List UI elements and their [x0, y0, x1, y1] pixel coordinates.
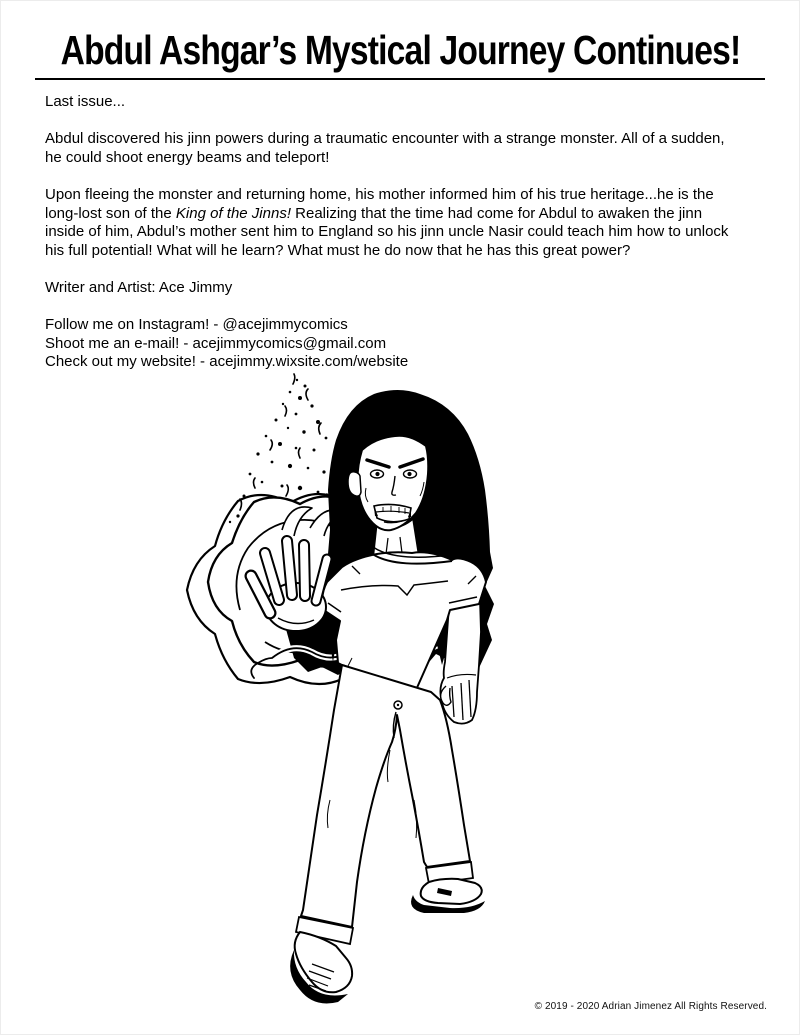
illustration-abdul-energy-ball	[0, 370, 800, 1035]
story-paragraph-2-tail: Realizing that the time had come for Abdul to awaken the jinn inside of him, Abdul’s mother sent him to England so his jinn uncle Nasir could teach him how to unlock his full potential! What will he learn? What must he do now that he has this great power?	[45, 204, 729, 259]
page-header	[0, 28, 800, 78]
credits-line: Writer and Artist: Ace Jimmy	[45, 278, 233, 296]
ear	[348, 472, 361, 496]
website-line: Check out my website! - acejimmy.wixsite.com/website	[45, 353, 409, 371]
email-line: Shoot me an e-mail! - acejimmycomics@gmail.com	[45, 334, 387, 352]
mouth	[374, 504, 411, 521]
story-text	[45, 93, 745, 372]
story-paragraph-1: Abdul discovered his jinn powers during a traumatic encounter with a strange monster. All of a sudden, he could shoot energy beams and teleport!	[45, 130, 725, 166]
pupil-left	[375, 472, 379, 476]
story-paragraph-2	[45, 186, 745, 260]
page-title: Abdul Ashgar’s Mystical Journey Continues!	[60, 27, 740, 73]
story-intro: Last issue...	[45, 93, 126, 110]
title-underline	[35, 78, 765, 80]
social-links	[45, 316, 745, 372]
story-paragraph-2-lead: Upon fleeing the monster and returning home, his mother informed him of his true heritage...he is the long-lost son of the	[45, 185, 714, 222]
story-paragraph-2-italic: King of the Jinns!	[175, 204, 291, 222]
pupil-right	[407, 472, 411, 476]
copyright-line: © 2019 - 2020 Adrian Jimenez All Rights Reserved.	[534, 1001, 767, 1012]
instagram-line: Follow me on Instagram! - @acejimmycomics	[45, 316, 348, 334]
